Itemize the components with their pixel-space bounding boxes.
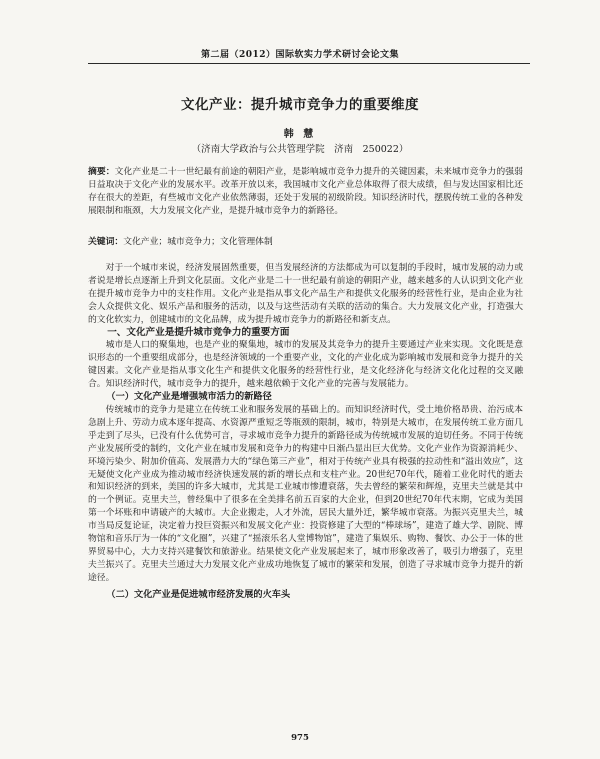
keywords-text: 文化产业；城市竞争力；文化管理体制	[123, 237, 273, 247]
header-rule	[88, 63, 530, 64]
running-header: 第二届（2012）国际软实力学术研讨会论文集	[200, 50, 400, 60]
section-1-paragraph: 城市是人口的聚集地，也是产业的聚集地，城市的发展及其竞争力的提升主要通过产业来实现。文化既是意识形态的一个重要组成部分，也是经济领域的一个重要产业，文化的产业化成为影响城市发展和竞争力提升的关键因素。文化产业是指从事文化生产和提供文化服务的经营性行业，是文化经济化与经济文化化过程的交叉融合。知识经济时代，城市竞争力的提升，越来越依赖于文化产业的完善与发展能力。	[88, 340, 523, 390]
section-1-heading: 一、文化产业是提升城市竞争力的重要方面	[107, 326, 290, 338]
keywords	[88, 236, 523, 249]
abstract	[88, 166, 523, 218]
abstract-text: 文化产业是二十一世纪最有前途的朝阳产业，是影响城市竞争力提升的关键因素，未来城市竞争力的强弱日益取决于文化产业的发展水平。改革开放以来，我国城市文化产业总体取得了很大成绩，但与发达国家相比还存在很大的差距，有些城市文化产业依然薄弱，还处于发展的初级阶段。知识经济时代，摆脱传统工业的各种发展限制和瓶颈，大力发展文化产业，是提升城市竞争力的新路径。	[88, 167, 523, 216]
abstract-label: 摘要：	[88, 167, 115, 177]
page-number: 975	[291, 733, 309, 743]
subsection-1-paragraph: 传统城市的竞争力是建立在传统工业和服务发展的基础上的。而知识经济时代，受土地价格昂贵、治污成本急剧上升、劳动力成本逐年提高、水资源严重短乏等瓶颈的限制，城市，特别是大城市，在发展传统工业方面几乎走到了尽头，已没有什么优势可言，寻求城市竞争力提升的新路径成为传统城市发展的迫切任务。不同于传统产业发展所受的制约，文化产业在城市发展和竞争力的构建中日渐凸显出巨大优势。文化产业作为资源消耗少、环境污染少、附加价值高、发展潜力大的“绿色第三产业”，相对于传统产业具有极强的拉动性和“溢出效应”，这无疑使文化产业成为推动城市经济快速发展的新的增长点和支柱产业。20世纪70年代，随着工业化时代的逝去和知识经济的到来，美国的许多大城市，尤其是工业城市惨遭衰落，失去曾经的繁荣和辉煌，克里夫兰就是其中的一个例证。克里夫兰，曾经集中了很多在全美排名前五百家的大企业，但到20世纪70年代末期，它成为美国第一个坏账和申请破产的大城市。大企业搬走，人才外流，居民大量外迁，繁华城市衰落。为振兴克里夫兰，城市当局反复论证，决定着力投巨资振兴和发展文化产业：投资修建了大型的“棒球场”，建造了雄大学、剧院、博物馆和音乐厅为一体的“文化圈”，兴建了“摇滚乐名人堂博物馆”，建造了集娱乐、购物、餐饮、办公于一体的世界贸易中心，大力支持兴建餐饮和旅游业。结果使文化产业发展起来了，城市形象改善了，吸引力增强了，克里夫兰振兴了。克里夫兰通过大力发展文化产业成功地恢复了城市的繁荣和发展，创造了寻求城市竞争力提升的新途径。	[88, 404, 523, 583]
keywords-label: 关键词：	[88, 237, 124, 247]
author-name: 韩 慧	[283, 129, 317, 140]
paper-title: 文化产业：提升城市竞争力的重要维度	[181, 97, 419, 113]
intro-paragraph: 对于一个城市来说，经济发展固然重要，但当发展经济的方法都成为可以复制的手段时，城市发展的动力或者说是增长点逐渐上升到文化层面。文化产业是二十一世纪最有前途的朝阳产业，越来越多的人认识到文化产业在提升城市竞争力中的支柱作用。文化产业是指从事文化产品生产和提供文化服务的经营性行业，是由企业为社会人众提供文化、娱乐产品和服务的活动，以及与这些活动有关联的活动的集合。大力发展文化产业，打造强大的文化软实力，创建城市的文化品牌，成为提升城市竞争力的新路径和新支点。	[88, 263, 523, 325]
body-text	[88, 262, 523, 602]
author-affiliation: （济南大学政治与公共管理学院 济南 250022）	[191, 144, 409, 155]
subsection-1-heading: （一）文化产业是增强城市活力的新路径	[106, 391, 272, 403]
subsection-2-heading: （二）文化产业是促进城市经济发展的火车头	[106, 588, 291, 600]
